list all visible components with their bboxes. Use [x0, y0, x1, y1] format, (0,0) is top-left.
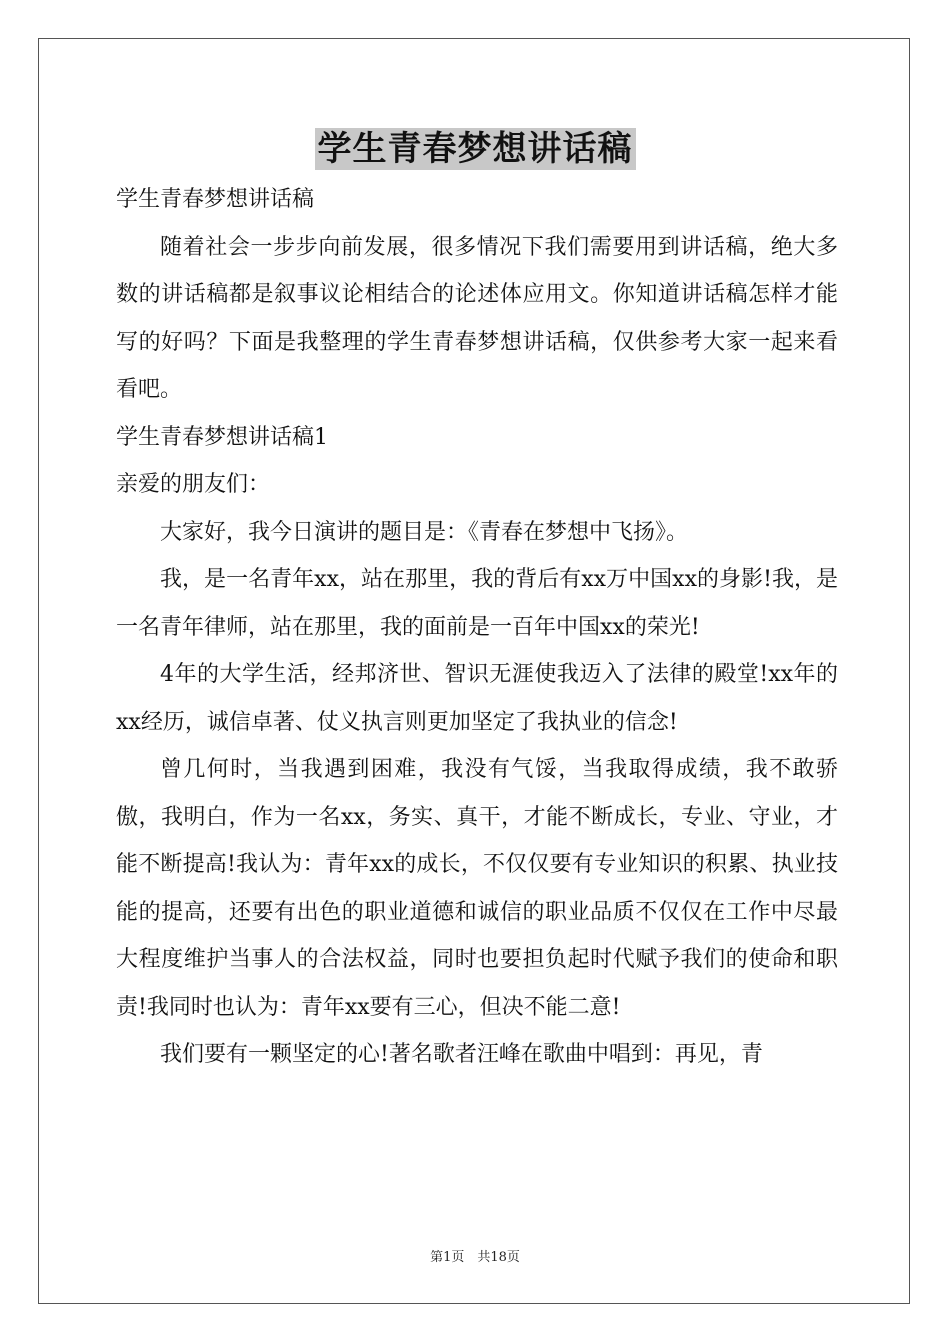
body-paragraph: 亲爱的朋友们： — [116, 472, 271, 497]
body-paragraph: 学生青春梦想讲话稿 — [116, 187, 315, 212]
body-paragraph: 大家好，我今日演讲的题目是：《青春在梦想中飞扬》。 — [160, 519, 689, 545]
body-paragraph: 学生青春梦想讲话稿1 — [116, 424, 328, 450]
body-paragraph: 我们要有一颗坚定的心!著名歌者汪峰在歌曲中唱到：再见，青 — [160, 1042, 763, 1067]
title-area — [0, 128, 950, 170]
body-paragraph: 随着社会一步步向前发展，很多情况下我们需要用到讲话稿，绝大多数的讲话稿都是叙事议论相结合的论述体应用文。你知道讲话稿怎样才能写的好吗？下面是我整理的学生青春梦想讲话稿，仅供参考大家一起来看看吧。 — [116, 234, 838, 402]
page-number: 第1页 共18页 — [430, 1250, 520, 1265]
document-title: 学生青春梦想讲话稿 — [315, 128, 636, 170]
body-paragraph: 曾几何时，当我遇到困难，我没有气馁，当我取得成绩，我不敢骄傲，我明白，作为一名xx，务实、真干，才能不断成长，专业、守业，才能不断提高!我认为：青年xx的成长，不仅仅要有专业知识的积累、执业技能的提高，还要有出色的职业道德和诚信的职业品质不仅仅在工作中尽最大程度维护当事人的合法权益，同时也要担负起时代赋予我们的使命和职责!我同时也认为：青年xx要有三心，但决不能二意! — [116, 757, 838, 1020]
page-footer — [0, 1248, 950, 1268]
body-paragraph: 我，是一名青年xx，站在那里，我的背后有xx万中国xx的身影!我，是一名青年律师，站在那里，我的面前是一百年中国xx的荣光! — [116, 567, 838, 640]
document-body — [116, 176, 838, 1079]
body-paragraph: 4年的大学生活，经邦济世、智识无涯使我迈入了法律的殿堂!xx年的xx经历，诚信卓著、仗义执言则更加坚定了我执业的信念! — [116, 662, 838, 735]
